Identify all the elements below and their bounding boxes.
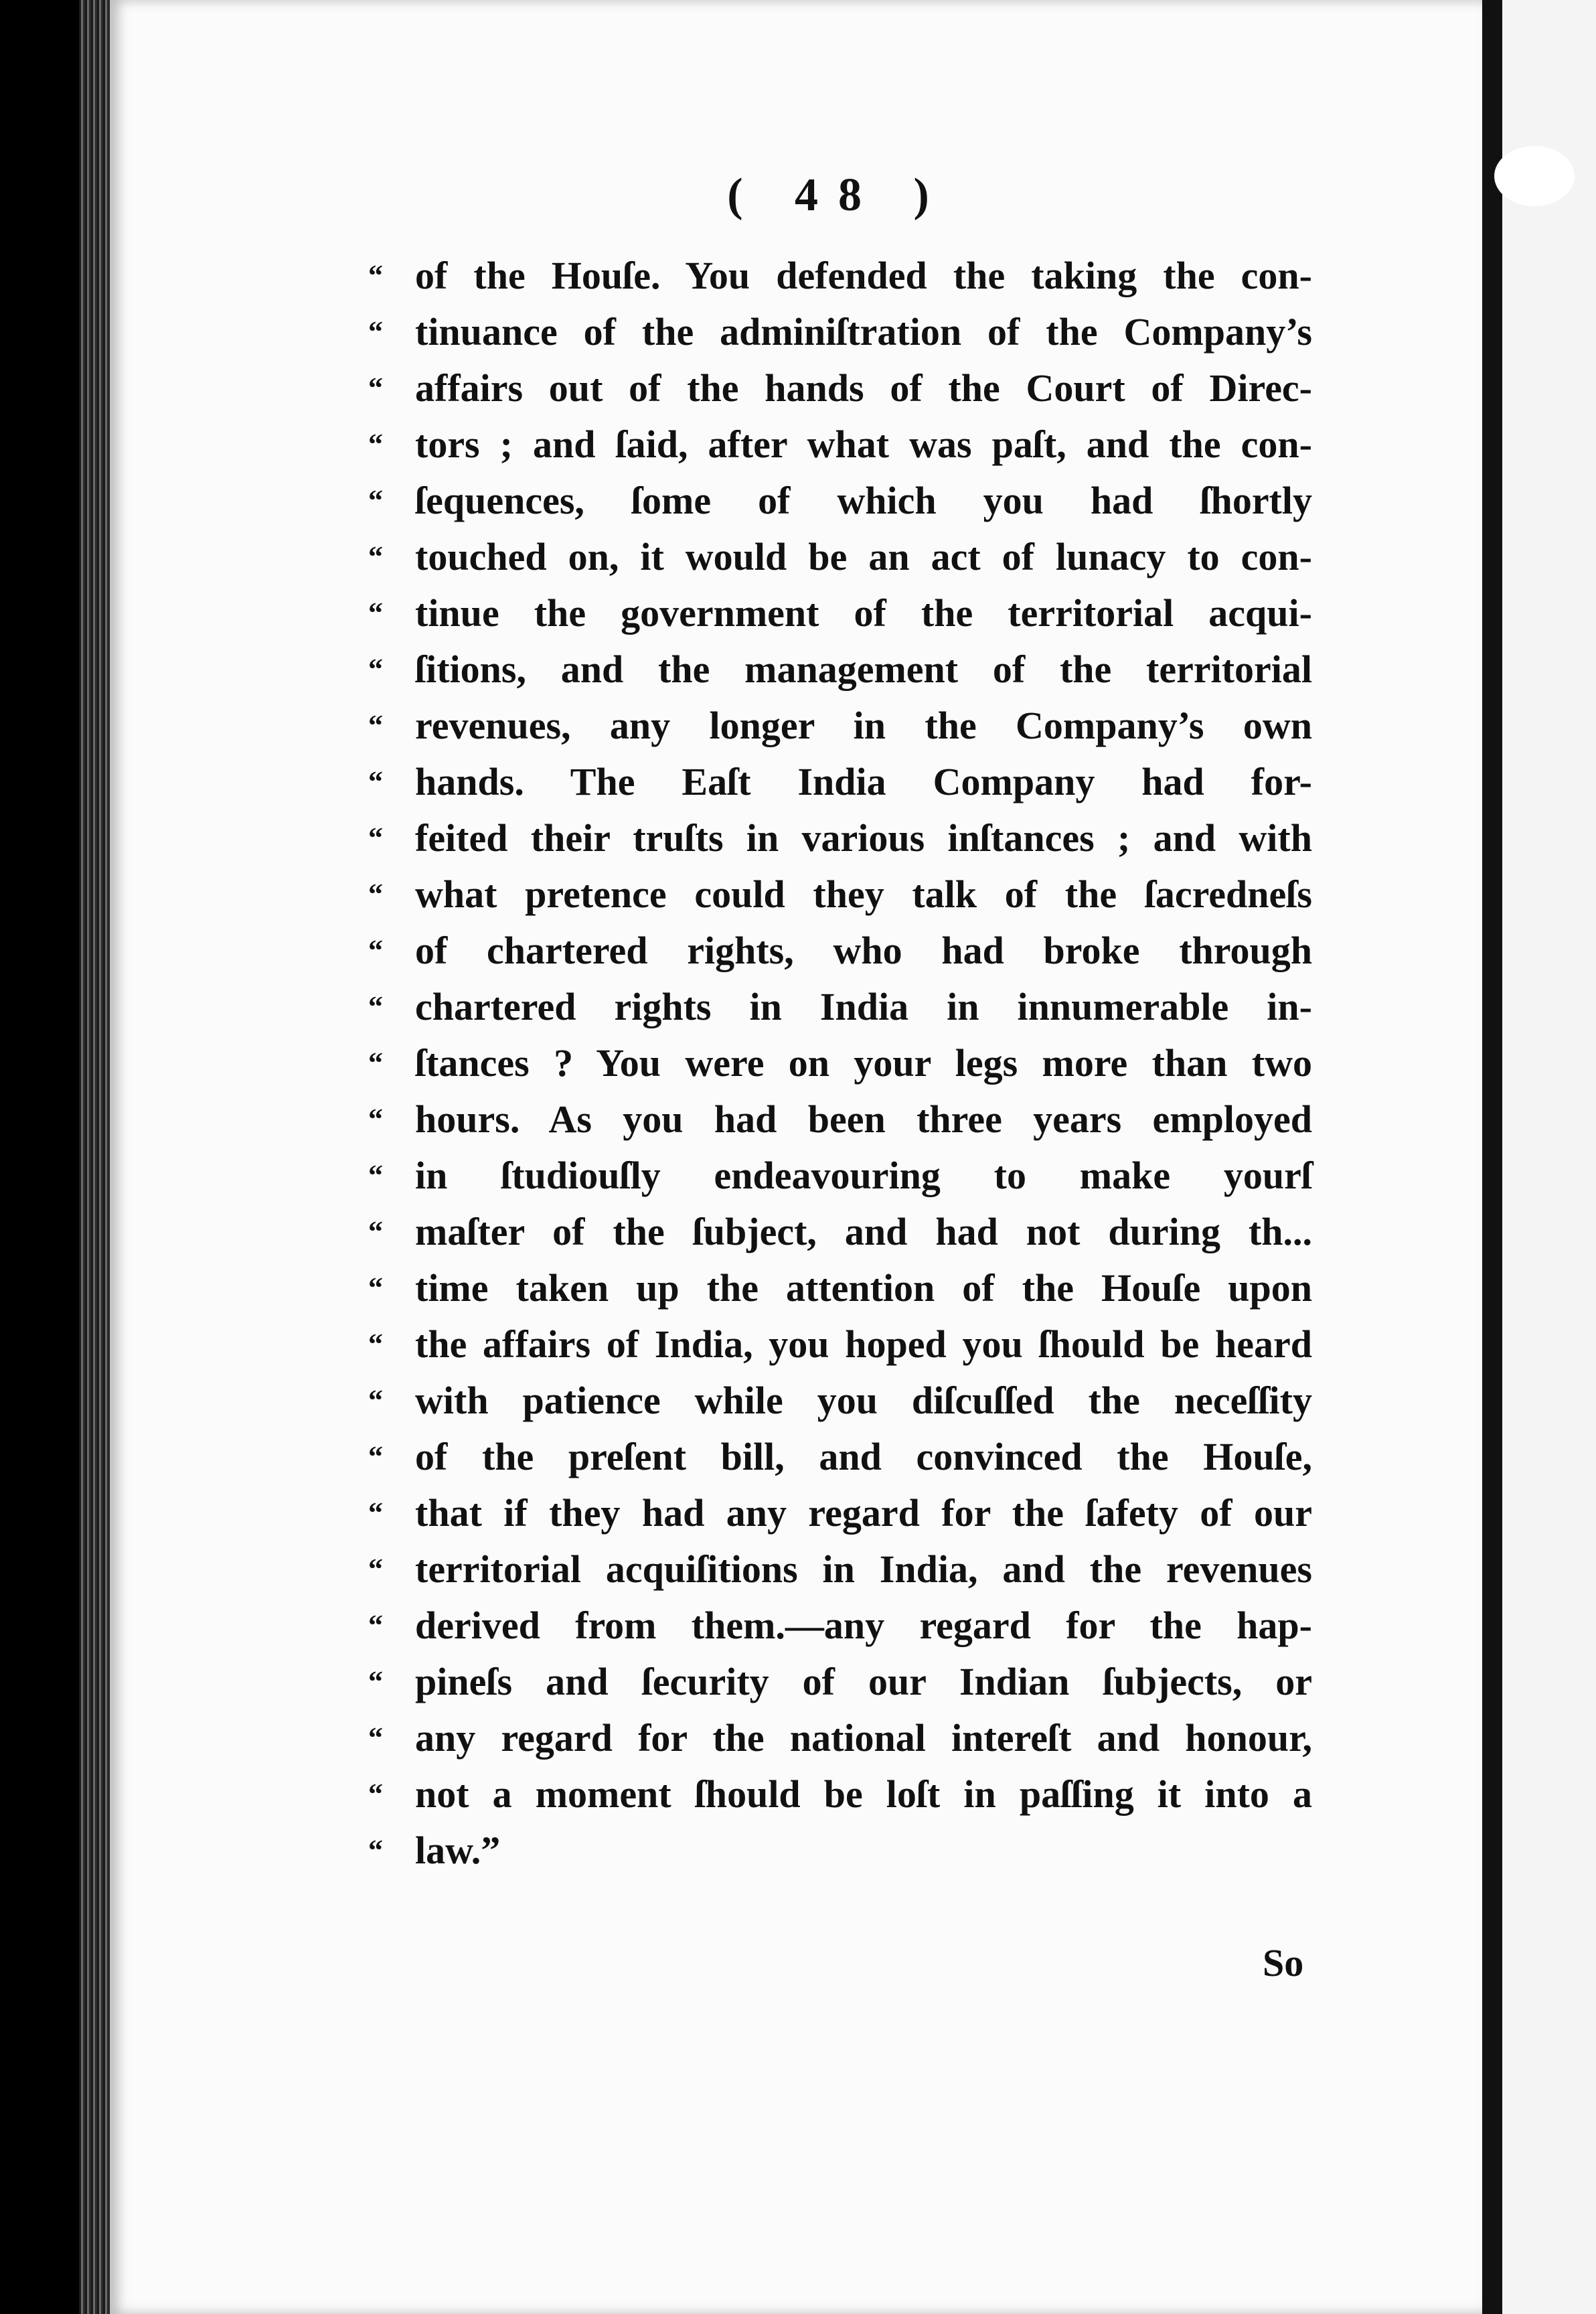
line-text: feited their truſts in various inſtances ; and with: [415, 816, 1312, 860]
text-line: [368, 1373, 1312, 1429]
line-text: in ſtudiouſly endeavouring to make yourſ: [415, 1154, 1312, 1197]
text-line: [368, 866, 1312, 923]
text-line: [368, 416, 1312, 473]
text-line: [368, 360, 1312, 416]
text-line: [368, 1541, 1312, 1598]
text-line: [368, 529, 1312, 585]
line-text: chartered rights in India in innumerable in-: [415, 985, 1312, 1028]
text-line: [368, 923, 1312, 979]
text-line: [368, 473, 1312, 529]
text-line: [368, 698, 1312, 754]
text-line: [368, 979, 1312, 1035]
quote-mark: “: [368, 1609, 383, 1642]
text-line: [368, 1823, 1312, 1879]
text-line: [368, 1316, 1312, 1373]
line-text: what pretence could they talk of the ſacredneſs: [415, 872, 1312, 916]
quote-mark: “: [368, 822, 383, 854]
text-line: [368, 1091, 1312, 1148]
book-gutter: [79, 0, 110, 2314]
line-text: territorial acquiſitions in India, and the revenues: [415, 1547, 1312, 1591]
quote-mark: “: [368, 259, 383, 292]
quote-mark: “: [368, 1215, 383, 1248]
quote-mark: “: [368, 1778, 383, 1810]
quote-mark: “: [368, 428, 383, 461]
scan-speck: [28, 745, 36, 759]
quote-mark: “: [368, 653, 383, 686]
text-line: [368, 1260, 1312, 1316]
quote-mark: “: [368, 990, 383, 1023]
text-line: [368, 1766, 1312, 1823]
line-text: law.”: [415, 1829, 501, 1872]
text-line: [368, 754, 1312, 810]
text-line: [368, 1429, 1312, 1485]
text-line: [368, 1598, 1312, 1654]
catchword: So: [1263, 1941, 1304, 1985]
line-text: pineſs and ſecurity of our Indian ſubjects, or: [415, 1660, 1312, 1703]
quote-mark: “: [368, 1103, 383, 1136]
line-text: that if they had any regard for the ſafety of our: [415, 1491, 1312, 1535]
text-line: [368, 1035, 1312, 1091]
text-line: [368, 304, 1312, 360]
line-text: not a moment ſhould be loſt in paſſing it into a: [415, 1772, 1312, 1816]
line-text: tors ; and ſaid, after what was paſt, and the con-: [415, 422, 1312, 466]
scan-edge-right: [1482, 0, 1502, 2314]
quote-mark: “: [368, 1440, 383, 1473]
quote-mark: “: [368, 1328, 383, 1361]
quote-mark: “: [368, 484, 383, 517]
quote-mark: “: [368, 1384, 383, 1417]
line-text: affairs out of the hands of the Court of Direc-: [415, 366, 1312, 410]
quote-mark: “: [368, 709, 383, 742]
line-text: ſequences, ſome of which you had ſhortly: [415, 479, 1312, 522]
text-line: [368, 1204, 1312, 1260]
line-text: any regard for the national intereſt and honour,: [415, 1716, 1312, 1760]
scan-speck: [23, 1201, 32, 1211]
text-line: [368, 810, 1312, 866]
line-text: of the preſent bill, and convinced the Houſe,: [415, 1435, 1312, 1478]
quote-mark: “: [368, 540, 383, 573]
quote-mark: “: [368, 1496, 383, 1529]
quote-mark: “: [368, 1721, 383, 1754]
facing-page-edge: [1502, 0, 1596, 2314]
quote-mark: “: [368, 1665, 383, 1698]
line-text: ſtances ? You were on your legs more than two: [415, 1041, 1312, 1085]
line-text: hands. The Eaſt India Company had for-: [415, 760, 1312, 803]
line-text: of the Houſe. You defended the taking the con-: [415, 254, 1312, 297]
quote-mark: “: [368, 1271, 383, 1304]
quote-mark: “: [368, 597, 383, 629]
text-line: [368, 248, 1312, 304]
line-text: revenues, any longer in the Company’s own: [415, 704, 1312, 747]
text-line: [368, 641, 1312, 698]
text-line: [368, 1710, 1312, 1766]
quote-mark: “: [368, 878, 383, 911]
body-text: [368, 248, 1312, 1879]
quote-mark: “: [368, 1834, 383, 1867]
quote-mark: “: [368, 934, 383, 967]
quote-mark: “: [368, 1047, 383, 1079]
scan-edge-left: [0, 0, 79, 2314]
text-line: [368, 1654, 1312, 1710]
line-text: time taken up the attention of the Houſe upon: [415, 1266, 1312, 1310]
line-text: touched on, it would be an act of lunacy to con-: [415, 535, 1312, 578]
scan-speck: [1494, 146, 1575, 206]
text-line: [368, 1485, 1312, 1541]
line-text: with patience while you diſcuſſed the neceſſity: [415, 1379, 1312, 1422]
text-line: [368, 1148, 1312, 1204]
text-line: [368, 585, 1312, 641]
quote-mark: “: [368, 315, 383, 348]
line-text: derived from them.—any regard for the hap-: [415, 1604, 1312, 1647]
line-text: tinue the government of the territorial acqui-: [415, 591, 1312, 635]
line-text: tinuance of the adminiſtration of the Company’s: [415, 310, 1312, 354]
quote-mark: “: [368, 372, 383, 404]
quote-mark: “: [368, 765, 383, 798]
line-text: maſter of the ſubject, and had not during th...: [415, 1210, 1312, 1253]
page-number: ( 48 ): [727, 169, 949, 221]
line-text: the affairs of India, you hoped you ſhould be heard: [415, 1322, 1312, 1366]
line-text: hours. As you had been three years employed: [415, 1097, 1312, 1141]
quote-mark: “: [368, 1553, 383, 1586]
line-text: of chartered rights, who had broke through: [415, 929, 1312, 972]
line-text: ſitions, and the management of the territorial: [415, 647, 1312, 691]
quote-mark: “: [368, 1159, 383, 1192]
